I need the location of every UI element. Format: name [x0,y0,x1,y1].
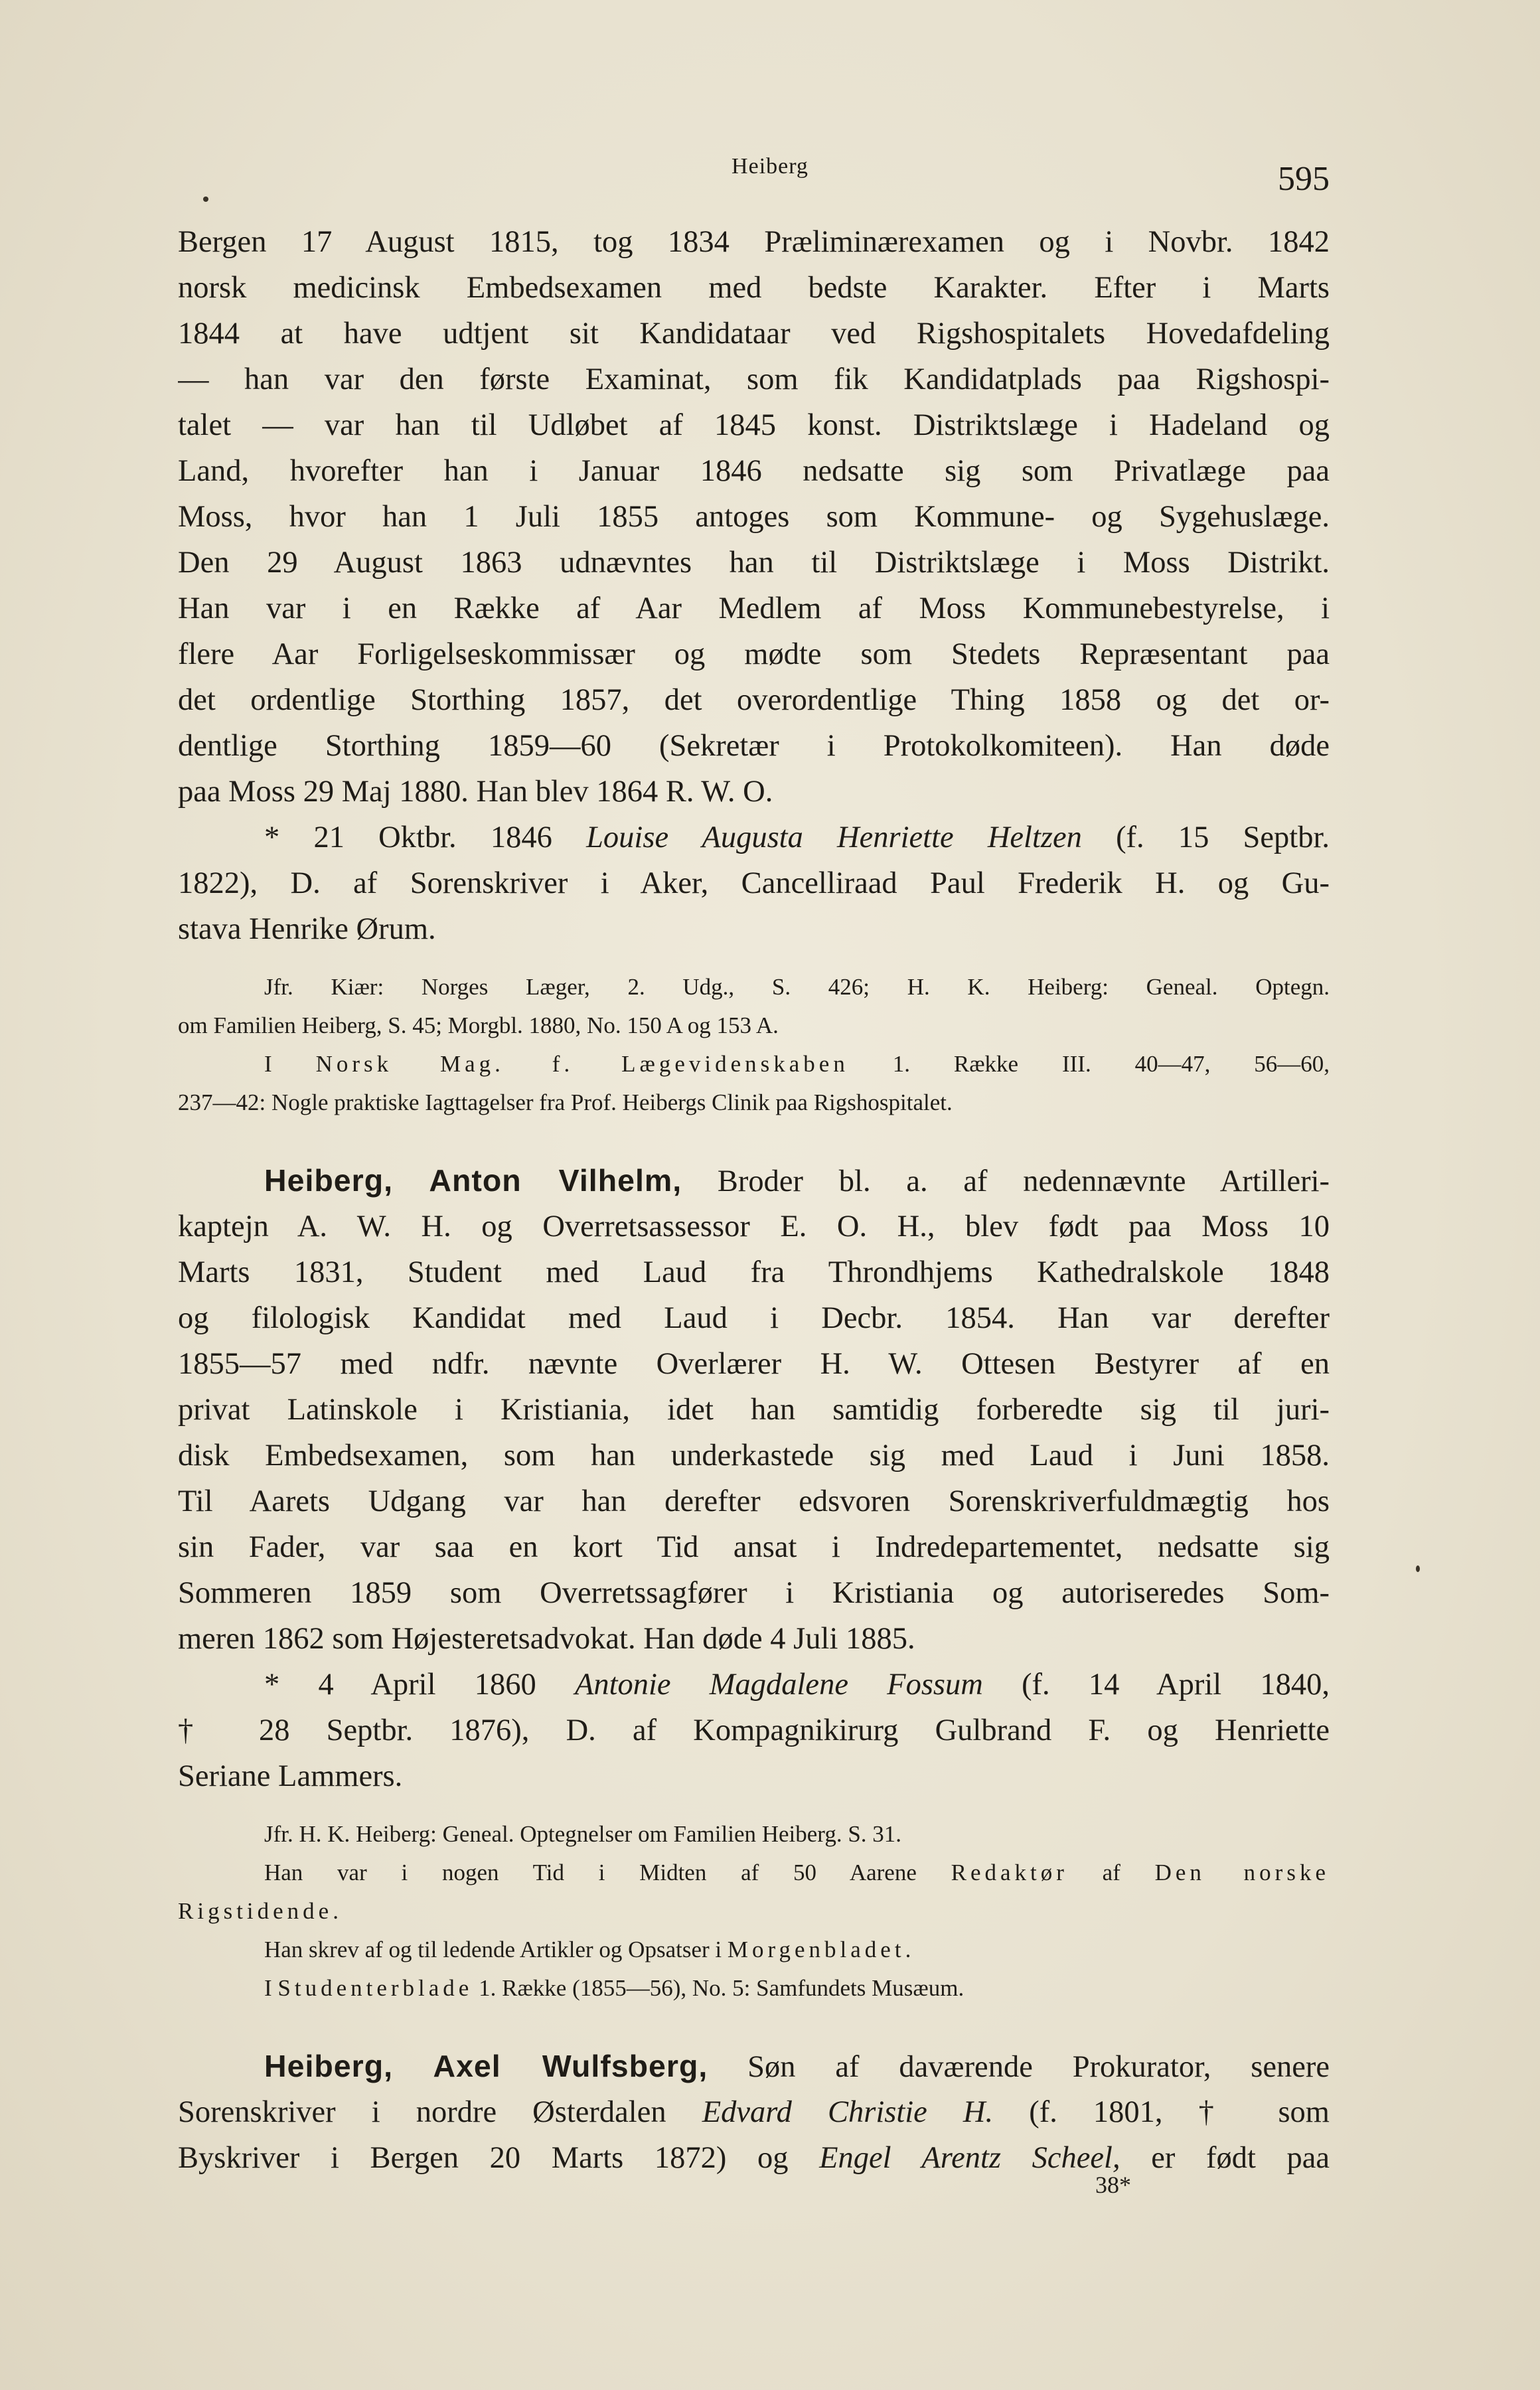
marriage-date: * 21 Oktbr. 1846 [264,821,587,854]
entry-2-notes [178,1815,1330,2008]
entry-text: Byskriver i Bergen 20 Marts 1872) og [178,2141,820,2175]
newspaper-title: Rigstidende [178,1898,333,1924]
body-line: og filologisk Kandidat med Laud i Decbr. 1854. Han var derefter [178,1301,1330,1335]
entry-text: Sorenskriver i nordre Østerdalen [178,2095,702,2129]
body-line: Han var i en Række af Aar Medlem af Moss Kommunebestyrelse, i [178,592,1330,625]
body-line: kaptejn A. W. H. og Overretsassessor E. O. H., blev født paa Moss 10 [178,1210,1330,1243]
source-note: om Familien Heiberg, S. 45; Morgbl. 1880, No. 150 A og 153 A. [178,1012,779,1038]
ink-speck [1416,1565,1420,1572]
body-line: Bergen 17 August 1815, tog 1834 Præliminærexamen og i Novbr. 1842 [178,225,1330,259]
running-head: Heiberg [732,154,809,179]
body-line: det ordentlige Storthing 1857, det overordentlige Thing 1858 og det or- [178,683,1330,717]
entry-name: Heiberg, Anton Vilhelm, [264,1163,682,1198]
body-line: Moss, hvor han 1 Juli 1855 antoges som Kommune- og Sygehuslæge. [178,500,1330,534]
body-line: flere Aar Forligelseskommissær og mødte som Stedets Repræsentant paa [178,637,1330,671]
journal-title: Norsk Mag. f. Lægevidenskaben [315,1051,849,1077]
marriage-line [178,815,1330,860]
entry-1-body [178,219,1330,952]
entry-1-notes [178,968,1330,1122]
note-text: af [1067,1860,1155,1885]
body-line: norsk medicinsk Embedsexamen med bedste Karakter. Efter i Marts [178,271,1330,305]
body-line: 1855—57 med ndfr. nævnte Overlærer H. W. Ottesen Bestyrer af en [178,1347,1330,1381]
note-text: . [905,1937,911,1962]
entry-heading-line [178,1158,1330,1204]
body-line: Marts 1831, Student med Laud fra Throndhjems Kathedralskole 1848 [178,1255,1330,1289]
marriage-detail: (f. 15 Septbr. [1081,821,1330,854]
source-note [178,1931,1330,1969]
marriage-date: * 4 April 1860 [264,1668,575,1702]
printer-signature: 38* [1095,2172,1131,2198]
body-line: privat Latinskole i Kristiania, idet han samtidig forberedte sig til juri- [178,1393,1330,1427]
body-line: Den 29 August 1863 udnævntes han til Distriktslæge i Moss Distrikt. [178,546,1330,580]
body-line: sin Fader, var saa en kort Tid ansat i Indredepartementet, nedsatte sig [178,1530,1330,1564]
entry-2-body [178,1158,1330,1799]
entry-text: er født paa [1120,2141,1330,2175]
entry-3-body [178,2043,1330,2181]
marriage-line: † 28 Septbr. 1876), D. af Kompagnikirurg Gulbrand F. og Henriette [178,1713,1330,1747]
body-line: Sommeren 1859 som Overretssagfører i Kristiania og autoriseredes Som- [178,1576,1330,1610]
note-text: . [333,1898,339,1924]
note-text: 1. Række III. 40—47, 56—60, [848,1051,1330,1077]
body-line: — han var den første Examinat, som fik Kandidatplads paa Rigshospi- [178,362,1330,396]
text-block [178,219,1330,2181]
note-text: I [264,1975,278,2001]
newspaper-title: Morgenbladet [727,1937,905,1962]
note-text: 1. Række (1855—56), No. 5: Samfundets Musæum. [473,1975,964,2001]
mother-name: Engel Arentz Scheel, [819,2141,1120,2175]
note-role: Redaktør [951,1860,1068,1885]
source-note [178,1045,1330,1083]
body-line: Til Aarets Udgang var han derefter edsvoren Sorenskriverfuldmægtig hos [178,1484,1330,1518]
source-note: 237—42: Nogle praktiske Iagttagelser fra Prof. Heibergs Clinik paa Rigshospitalet. [178,1089,953,1115]
entry-text: Broder bl. a. af nedennævnte Artilleri- [682,1164,1330,1198]
spouse-name: Louise Augusta Henriette Heltzen [586,821,1082,854]
note-text: Han var i nogen Tid i Midten af 50 Aarene [264,1860,951,1885]
source-note [178,1892,1330,1931]
marriage-detail: (f. 14 April 1840, [982,1668,1330,1702]
marriage-line: Seriane Lammers. [178,1759,403,1793]
body-line: talet — var han til Udløbet af 1845 konst. Distriktslæge i Hadeland og [178,408,1330,442]
body-line: paa Moss 29 Maj 1880. Han blev 1864 R. W. O. [178,775,773,809]
source-note [178,1854,1330,1892]
note-text: Han skrev af og til ledende Artikler og Opsatser i [264,1937,728,1962]
body-line: disk Embedsexamen, som han underkastede sig med Laud i Juni 1858. [178,1439,1330,1473]
journal-title: Studenterblade [277,1975,473,2001]
source-note: Jfr. Kiær: Norges Læger, 2. Udg., S. 426; H. K. Heiberg: Geneal. Optegn. [264,974,1330,1000]
entry-text: Søn af daværende Prokurator, senere [708,2050,1330,2084]
body-line: meren 1862 som Højesteretsadvokat. Han døde 4 Juli 1885. [178,1622,915,1656]
body-line: dentlige Storthing 1859—60 (Sekretær i Protokolkomiteen). Han døde [178,729,1330,763]
marriage-line [178,1662,1330,1708]
note-text: I [264,1051,316,1077]
body-line: Land, hvorefter han i Januar 1846 nedsatte sig som Privatlæge paa [178,454,1330,488]
body-line [178,2089,1330,2135]
page-number: 595 [1278,160,1330,198]
source-note [178,1969,1330,2008]
entry-text: (f. 1801, † som [993,2095,1330,2129]
father-name: Edvard Christie H. [702,2095,994,2129]
ink-speck [203,197,208,202]
entry-name: Heiberg, Axel Wulfsberg, [264,2049,708,2083]
entry-heading-line [178,2043,1330,2089]
spouse-name: Antonie Magdalene Fossum [574,1668,983,1702]
newspaper-title: Den norske [1154,1860,1330,1885]
source-note: Jfr. H. K. Heiberg: Geneal. Optegnelser om Familien Heiberg. S. 31. [264,1821,902,1847]
body-line [178,2135,1330,2181]
body-line: 1844 at have udtjent sit Kandidataar ved Rigshospitalets Hovedafdeling [178,317,1330,351]
marriage-line: stava Henrike Ørum. [178,912,436,946]
marriage-line: 1822), D. af Sorenskriver i Aker, Cancelliraad Paul Frederik H. og Gu- [178,866,1330,900]
